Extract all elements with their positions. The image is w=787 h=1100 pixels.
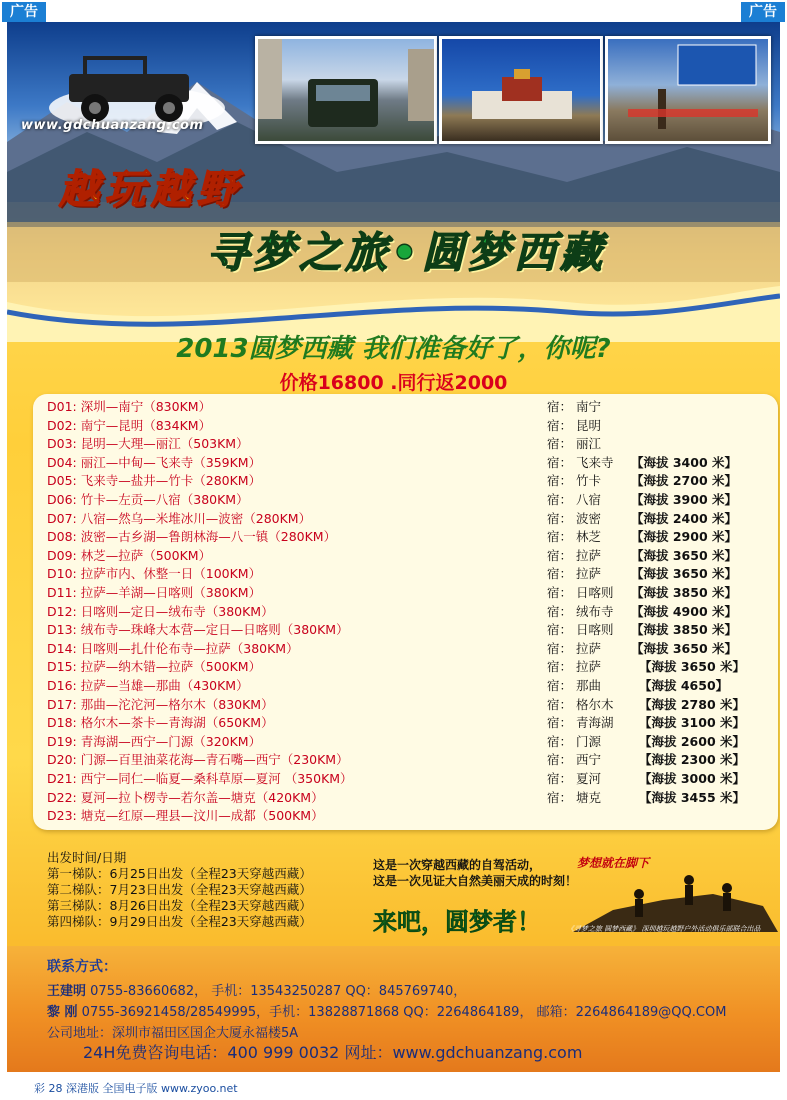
day-label: D15: bbox=[47, 659, 77, 675]
itinerary-row bbox=[47, 491, 249, 509]
overnight-stay: 宿： 飞来寺 bbox=[547, 454, 614, 470]
altitude: 【海拔 3650 米】 bbox=[631, 566, 737, 582]
route-text: 西宁—同仁—临夏—桑科草原—夏河 （350KM） bbox=[80, 771, 353, 786]
day-label: D11: bbox=[47, 585, 77, 600]
overnight-stay: 宿： 那曲 bbox=[547, 678, 601, 693]
itinerary-row bbox=[47, 807, 324, 825]
itinerary-row bbox=[47, 417, 211, 435]
altitude: 【海拔 3850 米】 bbox=[631, 585, 737, 600]
call-to-action: 来吧，圆梦者！ bbox=[373, 908, 541, 936]
altitude: 【海拔 4650】 bbox=[639, 678, 729, 693]
day-label: D23: bbox=[47, 808, 77, 824]
route-text: 波密—古乡湖—鲁朗林海—八一镇（280KM） bbox=[80, 529, 337, 545]
photo-potala-palace bbox=[439, 36, 603, 144]
overnight-stay: 宿： 林芝 bbox=[547, 529, 601, 545]
headline: 2013圆梦西藏 我们准备好了，你呢? bbox=[176, 334, 611, 364]
contact-details: 0755-36921458/28549995，手机：13828871868 QQ：2264864189， 邮箱：2264864189@QQ.COM bbox=[81, 1005, 727, 1020]
day-label: D14: bbox=[47, 640, 77, 656]
itinerary-row bbox=[47, 547, 211, 565]
jeep-icon bbox=[47, 48, 227, 128]
departure-line: 第四梯队：9月29日出发（全程23天穿越西藏） bbox=[47, 914, 312, 929]
day-label: D01: bbox=[47, 399, 77, 414]
overnight-stay: 宿： 拉萨 bbox=[547, 566, 601, 582]
altitude: 【海拔 2400 米】 bbox=[631, 510, 737, 526]
company-address: 公司地址：深圳市福田区国企大厦永福楼5A bbox=[47, 1026, 299, 1041]
jeep-logo bbox=[17, 40, 247, 160]
altitude: 【海拔 2600 米】 bbox=[639, 733, 745, 749]
itinerary-row bbox=[47, 528, 336, 546]
itinerary-row bbox=[47, 789, 324, 807]
itinerary-row bbox=[47, 751, 349, 769]
photo-city-jeep bbox=[255, 36, 437, 144]
route-text: 深圳—南宁（830KM） bbox=[80, 399, 212, 414]
itinerary-row bbox=[47, 510, 311, 528]
day-label: D21: bbox=[47, 771, 77, 786]
poster bbox=[7, 22, 780, 1072]
route-text: 日喀则—扎什伦布寺—拉萨（380KM） bbox=[80, 640, 299, 656]
overnight-stay: 宿： 日喀则 bbox=[547, 622, 614, 638]
page-number: 彩 28 深港版 全国电子版 www.zyoo.net bbox=[34, 1082, 238, 1095]
altitude: 【海拔 3900 米】 bbox=[631, 492, 737, 507]
route-text: 拉萨—羊湖—日喀则（380KM） bbox=[80, 585, 262, 600]
itinerary-row bbox=[47, 621, 349, 639]
departure-line: 第三梯队：8月26日出发（全程23天穿越西藏） bbox=[47, 898, 312, 913]
overnight-stay: 宿： 西宁 bbox=[547, 752, 601, 768]
price-line: 价格16800 .同行返2000 bbox=[279, 372, 508, 394]
route-text: 拉萨市内、休整一日（100KM） bbox=[80, 566, 262, 582]
itinerary-row bbox=[47, 677, 249, 695]
route-text: 竹卡—左贡—八宿（380KM） bbox=[80, 492, 249, 507]
contact-section bbox=[7, 946, 780, 1072]
route-text: 拉萨—纳木错—拉萨（500KM） bbox=[80, 659, 262, 675]
day-label: D03: bbox=[47, 436, 77, 452]
promo-line: 这是一次见证大自然美丽天成的时刻！ bbox=[373, 874, 578, 888]
itinerary-table bbox=[33, 394, 778, 830]
day-label: D02: bbox=[47, 417, 77, 433]
overnight-stay: 宿： 格尔木 bbox=[547, 696, 614, 712]
route-text: 林芝—拉萨（500KM） bbox=[80, 547, 212, 563]
day-label: D17: bbox=[47, 696, 77, 712]
itinerary-row bbox=[47, 770, 353, 788]
route-text: 夏河—拉卜楞寺—若尔盖—塘克（420KM） bbox=[80, 789, 324, 805]
altitude: 【海拔 3650 米】 bbox=[639, 659, 745, 675]
itinerary-row bbox=[47, 658, 261, 676]
day-label: D20: bbox=[47, 752, 77, 768]
overnight-stay: 宿： 日喀则 bbox=[547, 585, 614, 600]
day-label: D09: bbox=[47, 547, 77, 563]
itinerary-row bbox=[47, 640, 299, 658]
overnight-stay: 宿： 昆明 bbox=[547, 417, 601, 433]
route-text: 丽江—中甸—飞来寺（359KM） bbox=[80, 454, 262, 470]
route-text: 门源—百里油菜花海—青石嘴—西宁（230KM） bbox=[80, 752, 349, 768]
slogan-secondary: 寻梦之旅•圆梦西藏 bbox=[207, 228, 606, 277]
route-text: 飞来寺—盐井—竹卡（280KM） bbox=[80, 473, 262, 489]
altitude: 【海拔 3100 米】 bbox=[639, 715, 745, 731]
departure-line: 第一梯队：6月25日出发（全程23天穿越西藏） bbox=[47, 866, 312, 881]
route-text: 格尔木—茶卡—青海湖（650KM） bbox=[80, 715, 274, 731]
contact-details: 0755-83660682， 手机：13543250287 QQ：845769740， bbox=[90, 984, 467, 999]
promo-line: 这是一次穿越西藏的自驾活动， bbox=[373, 858, 542, 872]
overnight-stay: 宿： 波密 bbox=[547, 510, 601, 526]
contact-name: 王建明 bbox=[47, 984, 87, 999]
overnight-stay: 宿： 塘克 bbox=[547, 789, 601, 805]
route-text: 绒布寺—珠峰大本营—定日—日喀则（380KM） bbox=[80, 622, 349, 638]
sign-icon bbox=[608, 39, 768, 141]
contact-name: 黎 刚 bbox=[47, 1005, 78, 1020]
day-label: D12: bbox=[47, 603, 77, 619]
page-footer bbox=[0, 1072, 787, 1100]
day-label: D06: bbox=[47, 492, 77, 507]
day-label: D16: bbox=[47, 678, 77, 693]
hotline: 24H免费咨询电话：400 999 0032 网址：www.gdchuanzang.com bbox=[83, 1043, 583, 1062]
altitude: 【海拔 3850 米】 bbox=[631, 622, 737, 638]
slogan-primary: 越玩越野 bbox=[59, 167, 243, 213]
itinerary-row bbox=[47, 584, 261, 602]
ad-tag-left: 广告 bbox=[2, 2, 46, 22]
day-label: D10: bbox=[47, 566, 77, 582]
route-text: 拉萨—当雄—那曲（430KM） bbox=[80, 678, 249, 693]
contact-person-1 bbox=[47, 980, 466, 999]
overnight-stay: 宿： 南宁 bbox=[547, 399, 601, 414]
day-label: D22: bbox=[47, 789, 77, 805]
departure-schedule bbox=[47, 850, 312, 930]
route-text: 昆明—大理—丽江（503KM） bbox=[80, 436, 249, 452]
route-text: 八宿—然乌—米堆冰川—波密（280KM） bbox=[80, 510, 312, 526]
itinerary-row bbox=[47, 714, 274, 732]
altitude: 【海拔 2700 米】 bbox=[631, 473, 737, 489]
route-text: 日喀则—定日—绒布寺（380KM） bbox=[80, 603, 274, 619]
itinerary-row bbox=[47, 565, 261, 583]
day-label: D18: bbox=[47, 715, 77, 731]
hikers-silhouette-icon bbox=[573, 870, 778, 932]
altitude: 【海拔 3650 米】 bbox=[631, 547, 737, 563]
overnight-stay: 宿： 丽江 bbox=[547, 436, 601, 452]
departure-line: 第二梯队：7月23日出发（全程23天穿越西藏） bbox=[47, 882, 312, 897]
overnight-stay: 宿： 青海湖 bbox=[547, 715, 614, 731]
altitude: 【海拔 2900 米】 bbox=[631, 529, 737, 545]
day-label: D19: bbox=[47, 733, 77, 749]
palace-icon bbox=[442, 39, 600, 141]
overnight-stay: 宿： 拉萨 bbox=[547, 659, 601, 675]
overnight-stay: 宿： 夏河 bbox=[547, 771, 601, 786]
altitude: 【海拔 4900 米】 bbox=[631, 603, 737, 619]
overnight-stay: 宿： 竹卡 bbox=[547, 473, 601, 489]
itinerary-row bbox=[47, 398, 211, 416]
altitude: 【海拔 3455 米】 bbox=[639, 789, 745, 805]
overnight-stay: 宿： 门源 bbox=[547, 733, 601, 749]
altitude: 【海拔 3650 米】 bbox=[631, 640, 737, 656]
route-text: 南宁—昆明（834KM） bbox=[80, 417, 212, 433]
day-label: D05: bbox=[47, 473, 77, 489]
day-label: D08: bbox=[47, 529, 77, 545]
departure-title: 出发时间/日期 bbox=[47, 850, 127, 865]
altitude: 【海拔 2300 米】 bbox=[639, 752, 745, 768]
itinerary-row bbox=[47, 435, 249, 453]
day-label: D07: bbox=[47, 510, 77, 526]
photo-caption: 《寻梦之旅 圆梦西藏》 深圳越玩越野户外活动俱乐部联合出品 bbox=[567, 925, 761, 933]
promo-text bbox=[373, 857, 577, 889]
overnight-stay: 宿： 拉萨 bbox=[547, 547, 601, 563]
site-url: www.gdchuanzang.com bbox=[21, 118, 204, 133]
altitude: 【海拔 2780 米】 bbox=[639, 696, 745, 712]
itinerary-row bbox=[47, 472, 261, 490]
contact-person-2 bbox=[47, 1001, 726, 1020]
overnight-stay: 宿： 绒布寺 bbox=[547, 603, 614, 619]
day-label: D04: bbox=[47, 454, 77, 470]
itinerary-row bbox=[47, 603, 274, 621]
dream-slogan: 梦想就在脚下 bbox=[577, 856, 650, 870]
route-text: 那曲—沱沱河—格尔木（830KM） bbox=[80, 696, 274, 712]
ad-tag-right: 广告 bbox=[741, 2, 785, 22]
altitude: 【海拔 3400 米】 bbox=[631, 454, 737, 470]
altitude: 【海拔 3000 米】 bbox=[639, 771, 745, 786]
day-label: D13: bbox=[47, 622, 77, 638]
itinerary-row bbox=[47, 696, 274, 714]
itinerary-row bbox=[47, 454, 261, 472]
route-text: 青海湖—西宁—门源（320KM） bbox=[80, 733, 262, 749]
suv-icon bbox=[258, 39, 434, 141]
contact-label: 联系方式： bbox=[47, 959, 117, 975]
overnight-stay: 宿： 八宿 bbox=[547, 492, 601, 507]
photo-mountain-pass bbox=[605, 36, 771, 144]
overnight-stay: 宿： 拉萨 bbox=[547, 640, 601, 656]
route-text: 塘克—红原—理县—汶川—成都（500KM） bbox=[80, 808, 324, 824]
itinerary-row bbox=[47, 733, 261, 751]
